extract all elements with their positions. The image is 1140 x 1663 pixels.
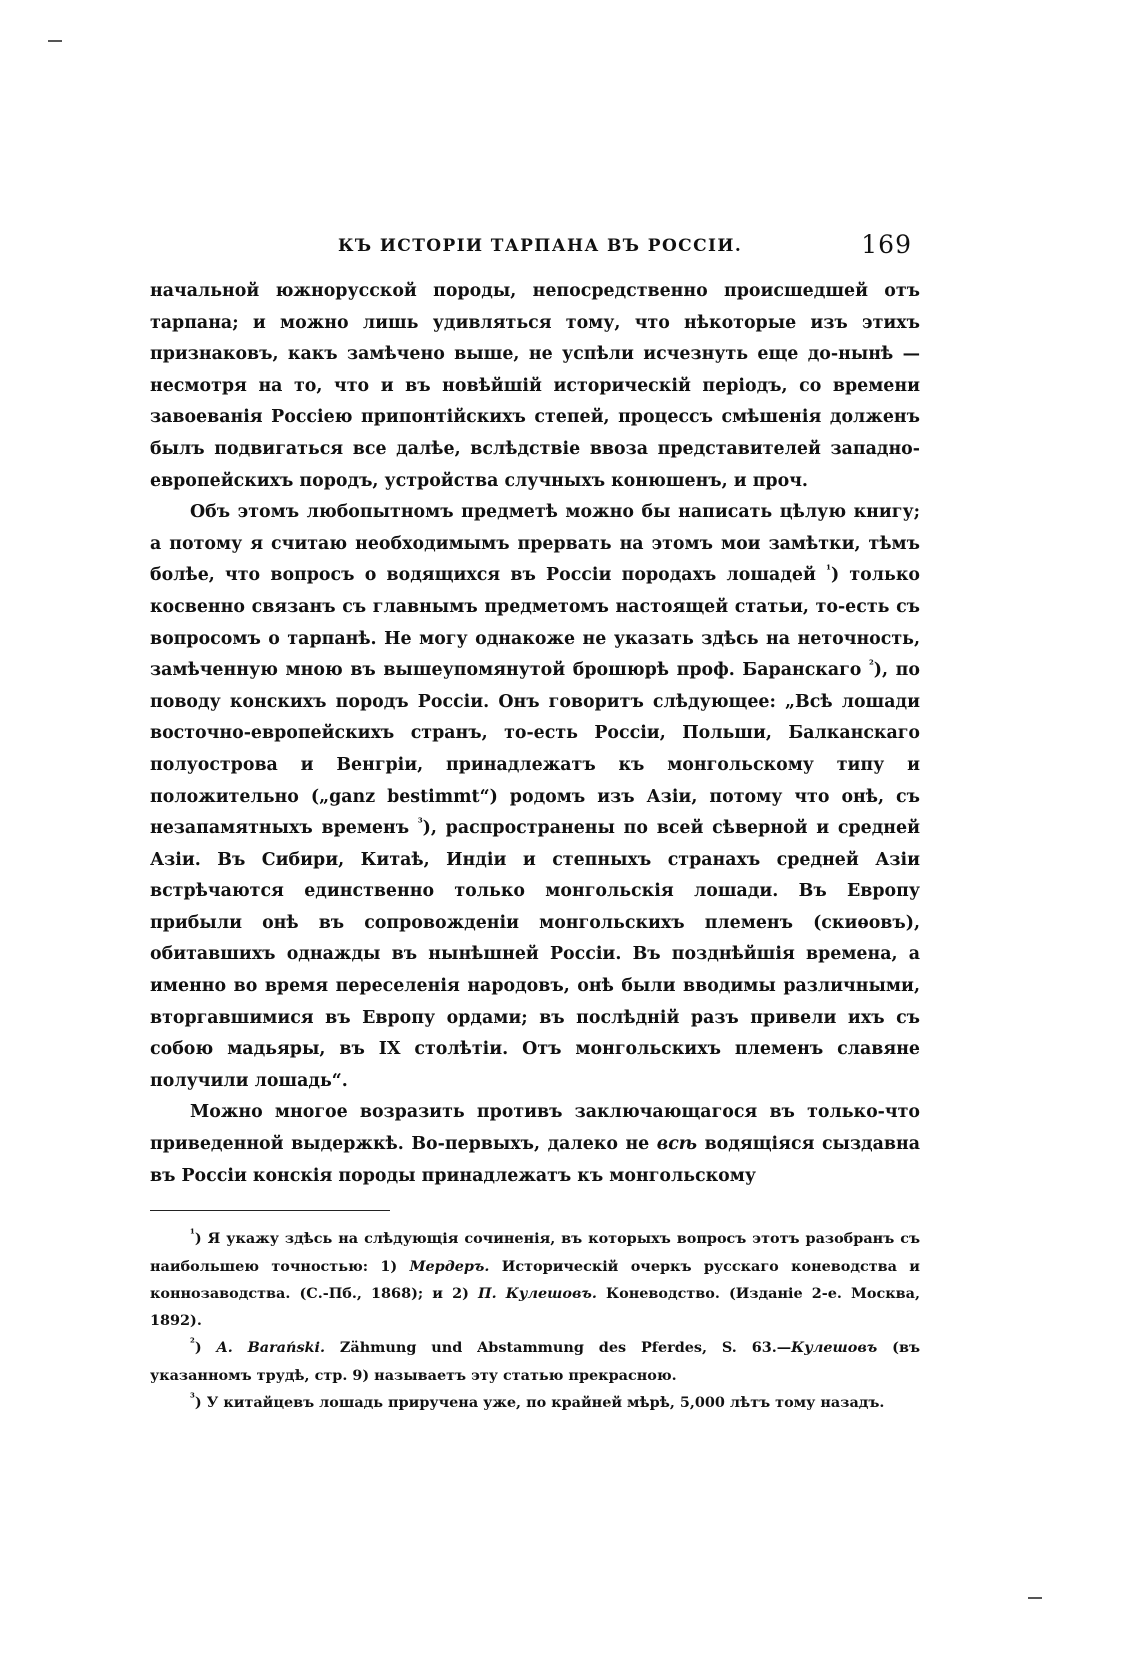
footnote-2-text-a: ) (194, 1339, 202, 1357)
paragraph-3-text-a: Можно многое возразить противъ заключающагося въ только-что приведенной выдержкѣ. Во-первыхъ, далеко не (150, 1102, 920, 1155)
footnote-ref-3: ³ (417, 816, 423, 830)
footnote-2 (150, 1334, 920, 1389)
paragraph-2-text-c: ), по поводу конскихъ породъ Россіи. Онъ говоритъ слѣдующее: „Всѣ лошади восточно-европейскихъ странъ, то-есть Россіи, Польши, Балканскаго полуострова и Венгріи, принадлежатъ къ монгольскому типу и положительно („ganz bestimmt“) родомъ изъ Азіи, потому что онѣ, съ незапамятныхъ временъ (150, 660, 920, 839)
footnote-1-text-c: Коневодство. (Изданіе 2-е. Москва, 1892). (150, 1284, 920, 1330)
footnote-2-text-c: (въ указанномъ трудѣ, стр. 9) называетъ эту статью прекрасною. (150, 1339, 921, 1384)
footnote-ref-1: ¹ (826, 563, 831, 577)
running-title: КЪ ИСТОРІИ ТАРПАНА ВЪ РОССІИ. (338, 236, 743, 256)
footnote-1-mark: ¹ (190, 1227, 195, 1241)
scan-mark (48, 40, 62, 42)
footnote-1-author-2: П. Кулешовъ. (478, 1284, 597, 1302)
paragraph-3 (150, 1097, 920, 1192)
body-text (150, 276, 920, 1192)
footnote-ref-2: ² (868, 658, 874, 672)
footnote-3 (150, 1389, 920, 1416)
footnotes (150, 1225, 920, 1416)
footnote-1 (150, 1225, 920, 1334)
footnote-2-author: A. Barański. (216, 1339, 325, 1357)
footnote-3-mark: ³ (190, 1391, 195, 1405)
paragraph-1-text: начальной южнорусской породы, непосредственно происшедшей отъ тарпана; и можно лишь удивляться тому, что нѣкоторые изъ этихъ признаковъ, какъ замѣчено выше, не успѣли исчезнуть еще до-нынѣ — несмотря на то, что и въ новѣйшій историческій періодъ, со времени завоеванія Россіею припонтійскихъ степей, процессъ смѣшенія долженъ былъ подвигаться все далѣе, вслѣдствіе ввоза представителей западно-европейскихъ породъ, устройства случныхъ конюшенъ, и проч. (150, 281, 920, 491)
paragraph-2-text-d: ), распространены по всей сѣверной и средней Азіи. Въ Сибири, Китаѣ, Индіи и степныхъ странахъ средней Азіи встрѣчаются единственно только монгольскія лошади. Въ Европу прибыли онѣ въ сопровожденіи монгольскихъ племенъ (скиѳовъ), обитавшихъ однажды въ нынѣшней Россіи. Въ позднѣйшія времена, а именно во время переселенія народовъ, онѣ были вводимы различными, вторгавшимися въ Европу ордами; въ послѣдній разъ привели ихъ съ собою мадьяры, въ IX столѣтіи. Отъ монгольскихъ племенъ славяне получили лошадь“. (150, 818, 920, 1091)
footnote-1-author-1: Мердеръ. (409, 1257, 490, 1275)
book-page (150, 230, 920, 1416)
footnote-1-text-b: Историческій очеркъ русскаго коневодства и коннозаводства. (С.-Пб., 1868); и 2) (150, 1257, 920, 1302)
paragraph-2-text-b: ) только косвенно связанъ съ главнымъ предметомъ настоящей статьи, то-есть съ вопросомъ о тарпанѣ. Не могу однакоже не указать здѣсь на неточность, замѣченную мною въ вышеупомянутой брошюрѣ проф. Баранскаго (150, 565, 920, 681)
paragraph-2-text-a: Объ этомъ любопытномъ предметѣ можно бы написать цѣлую книгу; а потому я считаю необходимымъ прервать на этомъ мои замѣтки, тѣмъ болѣе, что вопросъ о водящихся въ Россіи породахъ лошадей (150, 502, 920, 586)
footnote-3-text: ) У китайцевъ лошадь приручена уже, по крайней мѣрѣ, 5,000 лѣтъ тому назадъ. (194, 1394, 885, 1411)
scan-mark (1028, 1597, 1042, 1599)
footnote-1-text-a: ) Я укажу здѣсь на слѣдующія сочиненія, въ которыхъ вопросъ этотъ разобранъ съ наибольшею точностью: 1) (150, 1230, 920, 1275)
paragraph-3-text-b: водящіяся сыздавна въ Россіи конскія породы принадлежатъ къ монгольскому (150, 1134, 921, 1186)
paragraph-3-emphasis: всѣ (656, 1134, 698, 1155)
footnote-2-author-2: Кулешовъ (791, 1339, 878, 1357)
footnote-2-text-b: Zähmung und Abstammung des Pferdes, S. 63.— (339, 1339, 792, 1357)
page-number: 169 (861, 230, 912, 259)
running-head (150, 230, 920, 264)
paragraph-1 (150, 276, 920, 497)
paragraph-2 (150, 497, 920, 1097)
footnote-rule (150, 1210, 390, 1211)
footnote-2-mark: ² (190, 1336, 195, 1350)
